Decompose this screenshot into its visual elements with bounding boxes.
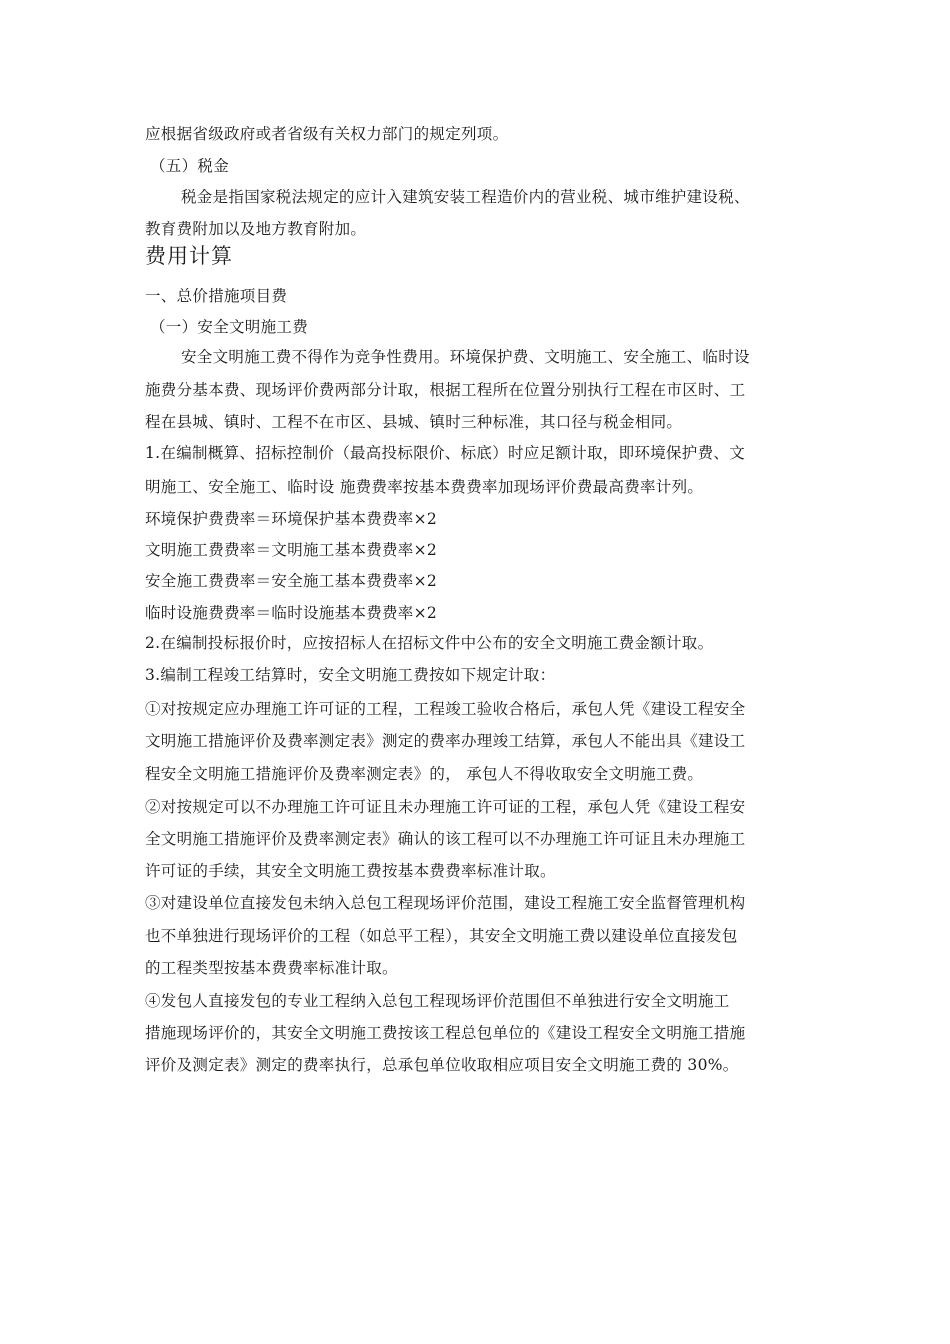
paragraph-line: 也不单独进行现场评价的工程（如总平工程），其安全文明施工费以建设单位直接发包 <box>145 927 738 945</box>
paragraph-line: 评价及测定表》测定的费率执行，总承包单位收取相应项目安全文明施工费的 30%。 <box>145 1056 739 1074</box>
paragraph-line: 全文明施工措施评价及费率测定表》确认的该工程可以不办理施工许可证且未办理施工 <box>145 830 746 848</box>
section-heading-tax: （五）税金 <box>150 157 230 175</box>
section-heading-safety: （一）安全文明施工费 <box>150 318 309 336</box>
paragraph-line: 许可证的手续，其安全文明施工费按基本费费率标准计取。 <box>145 862 556 880</box>
formula-line: 文明施工费费率＝文明施工基本费费率×2 <box>145 541 438 559</box>
paragraph-line: 施费分基本费、现场评价费两部分计取，根据工程所在位置分别执行工程在市区时、工 <box>145 381 746 399</box>
section-heading-measures: 一、总价措施项目费 <box>145 287 288 305</box>
paragraph-line: 安全文明施工费不得作为竞争性费用。环境保护费、文明施工、安全施工、临时设 <box>181 348 750 366</box>
sub-item-4: ④发包人直接发包的专业工程纳入总包工程现场评价范围但不单独进行安全文明施工 <box>145 992 730 1010</box>
heading-fee-calculation: 费用计算 <box>145 244 233 268</box>
formula-line: 环境保护费费率＝环境保护基本费费率×2 <box>145 510 438 528</box>
sub-item-3: ③对建设单位直接发包未纳入总包工程现场评价范围，建设工程施工安全监督管理机构 <box>145 894 746 912</box>
paragraph-line: 程在县城、镇时、工程不在市区、县城、镇时三种标准，其口径与税金相同。 <box>145 413 683 431</box>
formula-line: 临时设施费费率＝临时设施基本费费率×2 <box>145 604 438 622</box>
paragraph-line: 教育费附加以及地方教育附加。 <box>145 220 367 238</box>
sub-item-2: ②对按规定可以不办理施工许可证且未办理施工许可证的工程，承包人凭《建设工程安 <box>145 798 746 816</box>
paragraph-line: 明施工、安全施工、临时设 施费费率按基本费费率加现场评价费最高费率计列。 <box>145 478 704 496</box>
paragraph-line: 税金是指国家税法规定的应计入建筑安装工程造价内的营业税、城市维护建设税、 <box>181 188 750 206</box>
list-item-3: 3.编制工程竣工结算时，安全文明施工费按如下规定计取： <box>145 666 556 684</box>
list-item-2: 2.在编制投标报价时，应按招标人在招标文件中公布的安全文明施工费金额计取。 <box>145 634 714 652</box>
paragraph-line: 的工程类型按基本费费率标准计取。 <box>145 959 398 977</box>
paragraph-line: 程安全文明施工措施评价及费率测定表》的， 承包人不得收取安全文明施工费。 <box>145 765 704 783</box>
paragraph-line: 文明施工措施评价及费率测定表》测定的费率办理竣工结算，承包人不能出具《建设工 <box>145 732 746 750</box>
list-item-1: 1.在编制概算、招标控制价（最高投标限价、标底）时应足额计取，即环境保护费、文 <box>145 444 745 462</box>
sub-item-1: ①对按规定应办理施工许可证的工程，工程竣工验收合格后，承包人凭《建设工程安全 <box>145 700 746 718</box>
formula-line: 安全施工费费率＝安全施工基本费费率×2 <box>145 572 438 590</box>
paragraph-line: 应根据省级政府或者省级有关权力部门的规定列项。 <box>145 125 509 143</box>
paragraph-line: 措施现场评价的，其安全文明施工费按该工程总包单位的《建设工程安全文明施工措施 <box>145 1024 746 1042</box>
